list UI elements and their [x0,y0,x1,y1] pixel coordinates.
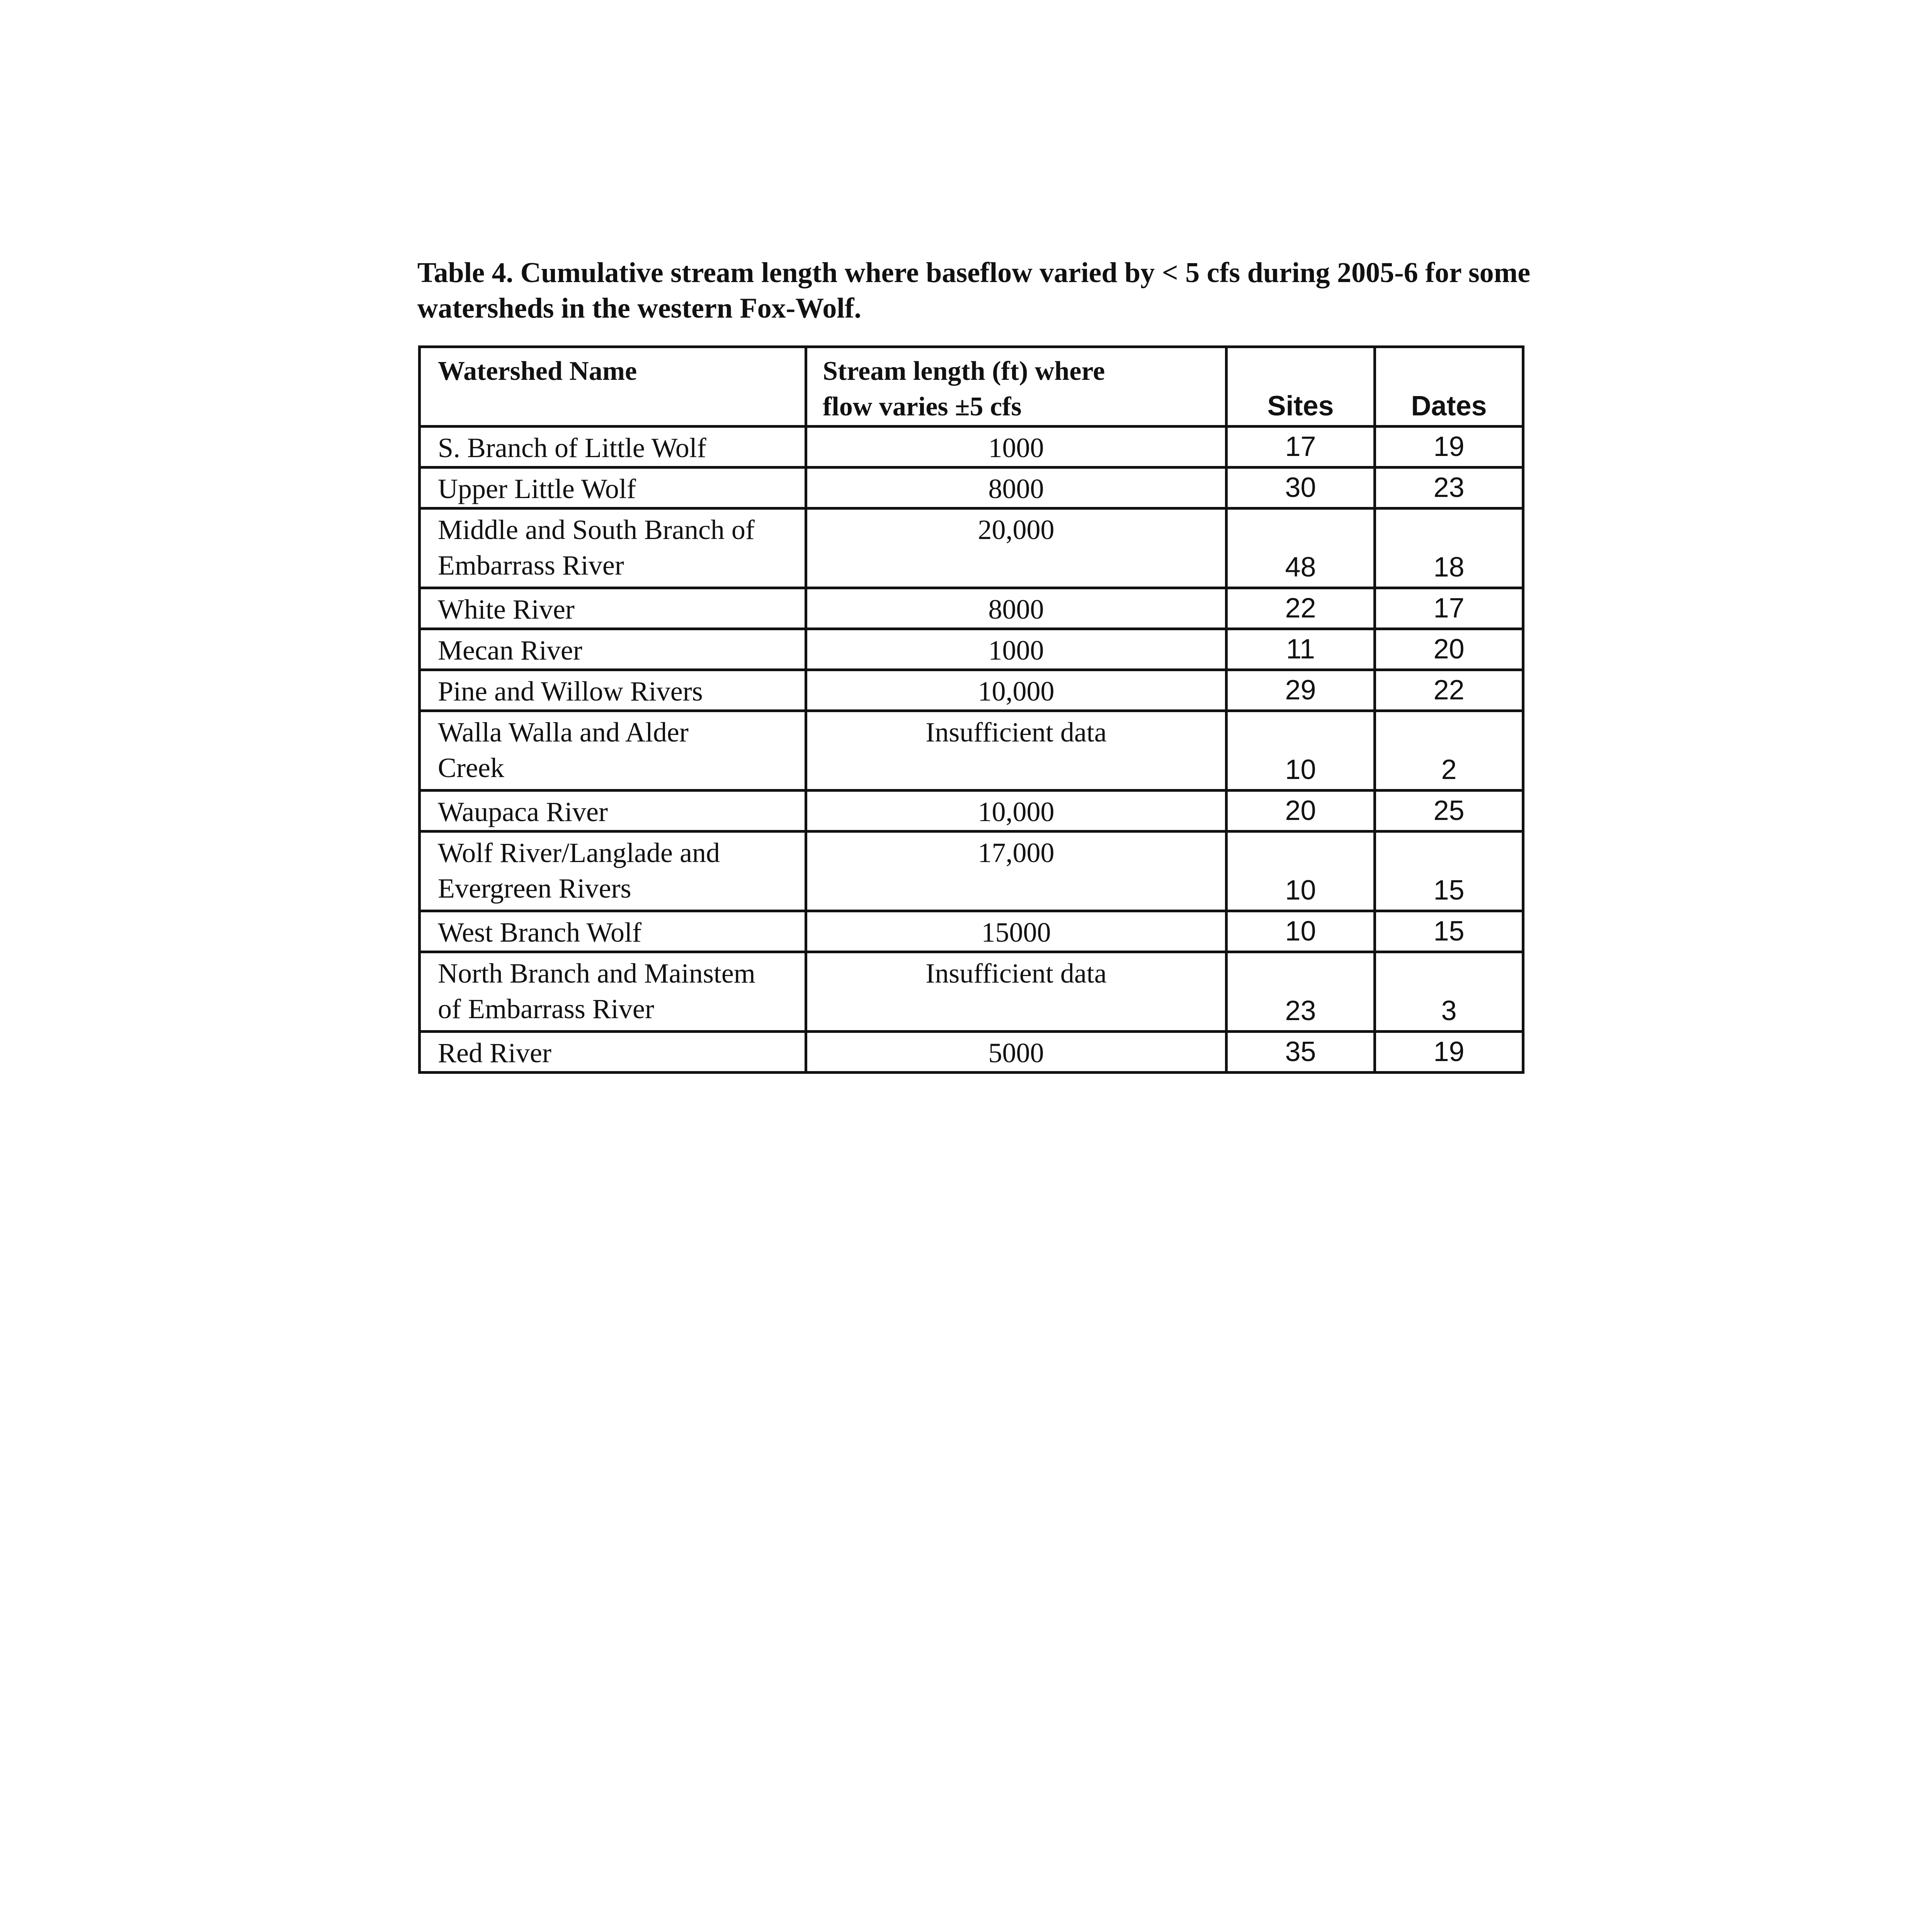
header-dates [1375,347,1523,427]
dates-value: 17 [1433,593,1465,624]
sites-value: 29 [1285,675,1316,706]
watershed-name-line1: White River [438,594,575,625]
watershed-name-line1: Middle and South Branch of [438,514,755,545]
sites-value: 22 [1285,593,1316,624]
cell-sites [1227,911,1375,952]
cell-sites [1227,791,1375,832]
cell-stream-length: 1000 [806,629,1227,670]
watershed-name-line2: of Embarrass River [438,993,654,1024]
cell-sites [1227,468,1375,509]
cell-dates [1375,588,1523,629]
cell-sites [1227,711,1375,791]
sites-value: 10 [1285,754,1316,785]
header-stream-length-line2: flow varies ±5 cfs [823,392,1022,422]
cell-stream-length: Insufficient data [806,952,1227,1032]
watershed-name-line1: Mecan River [438,635,582,666]
dates-value: 25 [1433,795,1465,826]
table-row [420,952,1523,1032]
table-row [420,711,1523,791]
table-row [420,629,1523,670]
header-watershed-name-label: Watershed Name [438,356,637,386]
sites-value: 17 [1285,431,1316,462]
cell-sites [1227,427,1375,468]
dates-value: 3 [1441,995,1457,1026]
watershed-name-line1: Walla Walla and Alder [438,717,689,748]
header-stream-length-line1: Stream length (ft) where [823,356,1105,386]
dates-value: 15 [1433,916,1465,947]
table-header-row [420,347,1523,427]
table-row [420,509,1523,588]
cell-sites [1227,1032,1375,1073]
dates-value: 15 [1433,875,1465,906]
cell-watershed-name [420,711,806,791]
cell-watershed-name [420,1032,806,1073]
sites-value: 48 [1285,552,1316,583]
dates-value: 20 [1433,634,1465,665]
cell-dates [1375,1032,1523,1073]
sites-value: 20 [1285,795,1316,826]
watershed-name-line1: West Branch Wolf [438,917,641,948]
watershed-name-line2: Evergreen Rivers [438,873,631,904]
cell-dates [1375,911,1523,952]
cell-watershed-name [420,509,806,588]
cell-watershed-name [420,832,806,911]
cell-stream-length: 5000 [806,1032,1227,1073]
cell-watershed-name [420,468,806,509]
dates-value: 19 [1433,431,1465,462]
table-row [420,588,1523,629]
cell-stream-length: 8000 [806,468,1227,509]
baseflow-table [418,345,1524,1074]
cell-watershed-name [420,427,806,468]
cell-stream-length: Insufficient data [806,711,1227,791]
cell-stream-length: 15000 [806,911,1227,952]
sites-value: 10 [1285,916,1316,947]
sites-value: 35 [1285,1036,1316,1067]
cell-dates [1375,427,1523,468]
cell-stream-length: 20,000 [806,509,1227,588]
cell-stream-length: 10,000 [806,791,1227,832]
dates-value: 2 [1441,754,1457,785]
watershed-name-line1: Waupaca River [438,796,608,827]
header-dates-label: Dates [1411,391,1487,422]
cell-dates [1375,952,1523,1032]
sites-value: 11 [1286,634,1315,665]
cell-sites [1227,832,1375,911]
watershed-name-line1: Red River [438,1037,551,1068]
table-caption [417,255,1654,326]
watershed-name-line1: Wolf River/Langlade and [438,837,720,868]
dates-value: 23 [1433,472,1465,503]
sites-value: 10 [1285,875,1316,906]
dates-value: 22 [1433,675,1465,706]
cell-dates [1375,832,1523,911]
header-watershed-name [420,347,806,427]
sites-value: 23 [1285,995,1316,1026]
cell-stream-length: 10,000 [806,670,1227,711]
watershed-name-line1: Pine and Willow Rivers [438,676,703,707]
caption-line-1: Table 4. Cumulative stream length where baseflow varied by < 5 cfs during 2005-6 for some [417,257,1531,289]
header-sites-label: Sites [1267,391,1334,422]
cell-sites [1227,629,1375,670]
cell-watershed-name [420,911,806,952]
cell-dates [1375,711,1523,791]
watershed-name-line2: Embarrass River [438,550,624,581]
cell-sites [1227,670,1375,711]
cell-dates [1375,468,1523,509]
cell-sites [1227,952,1375,1032]
table-row [420,832,1523,911]
watershed-name-line1: North Branch and Mainstem [438,958,755,989]
table-row [420,1032,1523,1073]
cell-dates [1375,629,1523,670]
table-row [420,670,1523,711]
cell-watershed-name [420,670,806,711]
sites-value: 30 [1285,472,1316,503]
cell-stream-length: 1000 [806,427,1227,468]
dates-value: 19 [1433,1036,1465,1067]
header-stream-length [806,347,1227,427]
cell-watershed-name [420,629,806,670]
table-row [420,427,1523,468]
cell-sites [1227,588,1375,629]
table-row [420,791,1523,832]
cell-dates [1375,509,1523,588]
cell-dates [1375,791,1523,832]
cell-stream-length: 17,000 [806,832,1227,911]
table-row [420,911,1523,952]
cell-watershed-name [420,588,806,629]
watershed-name-line1: S. Branch of Little Wolf [438,432,706,463]
dates-value: 18 [1433,552,1465,583]
caption-line-2: watersheds in the western Fox-Wolf. [417,293,861,324]
watershed-name-line2: Creek [438,752,504,783]
table-row [420,468,1523,509]
watershed-name-line1: Upper Little Wolf [438,473,636,504]
cell-dates [1375,670,1523,711]
cell-sites [1227,509,1375,588]
cell-stream-length: 8000 [806,588,1227,629]
header-sites [1227,347,1375,427]
cell-watershed-name [420,952,806,1032]
cell-watershed-name [420,791,806,832]
